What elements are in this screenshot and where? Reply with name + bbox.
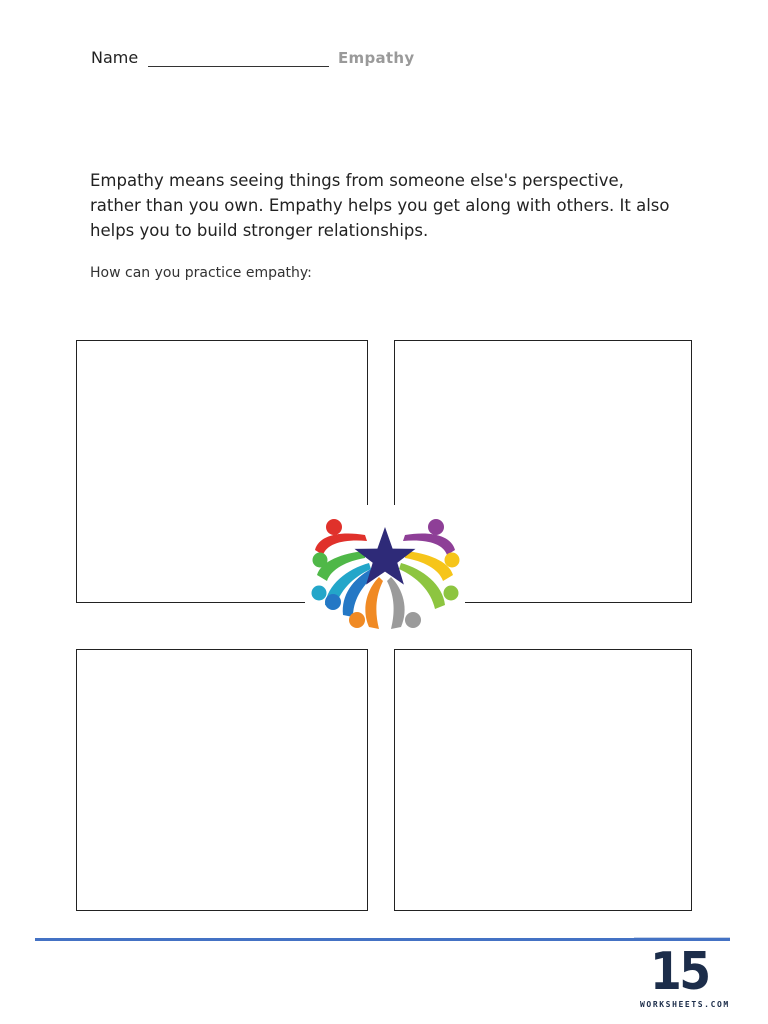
name-label: Name bbox=[91, 48, 139, 67]
question-prompt: How can you practice empathy: bbox=[90, 265, 312, 281]
community-star-logo bbox=[305, 505, 465, 640]
name-input-line[interactable] bbox=[148, 66, 329, 67]
footer-divider-accent bbox=[634, 937, 730, 938]
footer-divider bbox=[35, 938, 730, 941]
answer-box-4[interactable] bbox=[394, 649, 692, 911]
brand-number: 15 bbox=[650, 942, 709, 1002]
community-star-icon bbox=[305, 505, 465, 640]
name-row bbox=[91, 46, 511, 72]
brand-logo bbox=[638, 942, 730, 1014]
worksheet-topic: Empathy bbox=[338, 49, 415, 67]
answer-box-3[interactable] bbox=[76, 649, 368, 911]
brand-site: WORKSHEETS.COM bbox=[640, 1000, 730, 1009]
intro-paragraph: Empathy means seeing things from someone else's perspective, rather than you own. Empathy helps you get along with others. It also helps you to build stronger relationships. bbox=[90, 171, 670, 240]
